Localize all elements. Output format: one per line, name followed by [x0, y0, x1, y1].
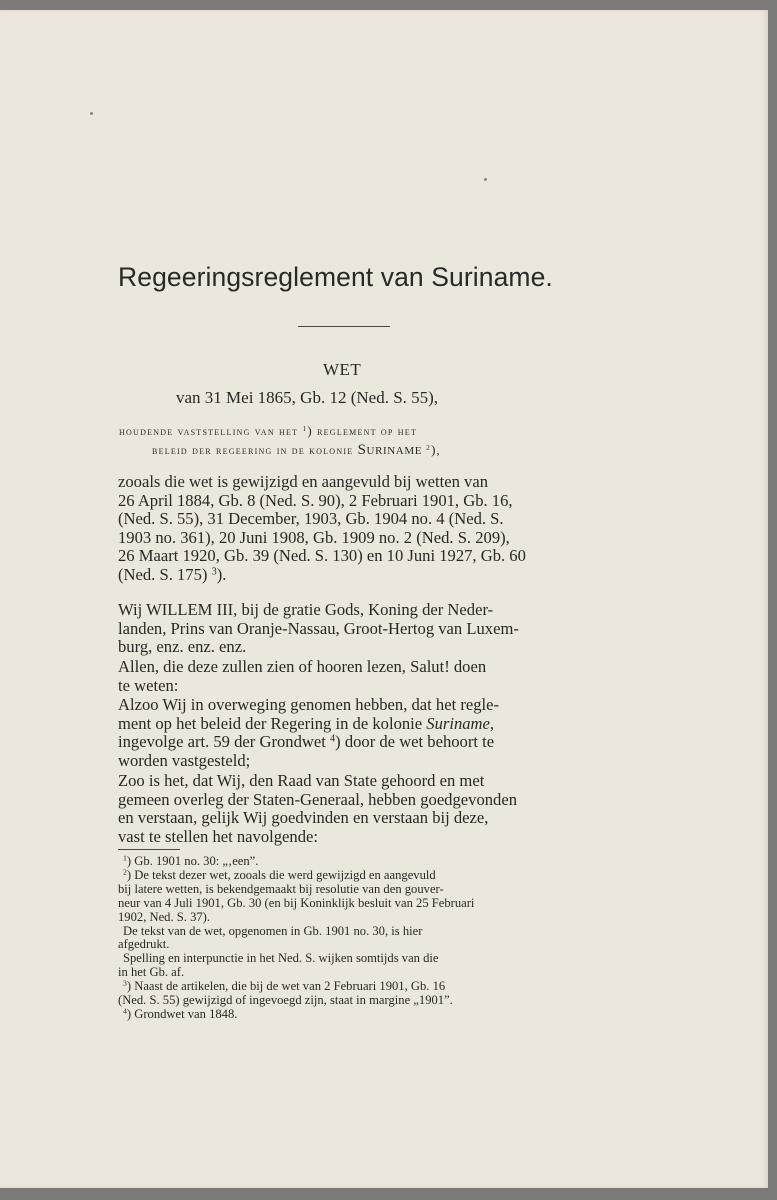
salutation-paragraph: Allen, die deze zullen zien of hooren lezen, Salut! doen te weten: — [118, 657, 487, 695]
law-subtitle-line-2: beleid der regeering in de kolonie Suriname $^2$), — [152, 442, 441, 458]
footnote-1: $^1$) Gb. 1901 no. 30: „‚een”. — [123, 853, 259, 868]
preamble-paragraph: Wij WILLEM III, bij de gratie Gods, Koning der Neder- landen, Prins van Oranje-Nassau, Groot-Hertog van Luxem- burg, enz. enz. enz. — [118, 600, 519, 657]
amendments-paragraph: zooals die wet is gewijzigd en aangevuld bij wetten van 26 April 1884, Gb. 8 (Ned. S. 90), 2 Februari 1901, Gb. 16, (Ned. S. 55), 31 December, 1903, Gb. 1904 no. 4 (Ned. S. 1903 no. 361), 20 Juni 1908, Gb. 1909 no. 2 (Ned. S. 209), 26 Maart 1920, Gb. 39 (Ned. S. 130) en 10 Juni 1927, Gb. 60 (Ned. S. 175) $^3$). — [118, 472, 526, 584]
footnote-ref: 4 — [329, 733, 336, 745]
document-page — [0, 10, 768, 1188]
footnote-3: $^3$) Naast de artikelen, die bij de wet van 2 Februari 1901, Gb. 16 — [123, 978, 446, 994]
footnote-divider — [118, 849, 180, 850]
footnote-4: $^4$) Grondwet van 1848. — [123, 1006, 238, 1021]
footnotes: $^1$) Gb. 1901 no. 30: „‚een”. $^2$) De tekst dezer wet, zooals die werd gewijzigd en aangevuld bij latere wetten, is bekendgemaakt bij resolutie van den gouver- neur van 4 Juli 1901, Gb. 30 (en bij Koninklijk besluit van 25 Februari 1902, Ned. S. 37). De tekst van de wet, opgenomen in Gb. 1901 no. 30, is hier afgedrukt. Spelling en interpunctie in het Ned. S. wijken somtijds van die in het Gb. af. $^3$) Naast de artikelen, die bij de wet van 2 Februari 1901, Gb. 16 (Ned. S. 55) gewijzigd of ingevoegd zijn, staat in margine „1901”. $^4$) Grondwet van 1848. — [118, 855, 594, 1022]
footnote-ref: 2 — [426, 444, 432, 453]
footnote-ref: 1 — [302, 425, 308, 434]
law-subtitle-line-1: houdende vaststelling van het $^1$) reglement op het — [119, 423, 418, 438]
footnote-ref: 3 — [211, 566, 217, 578]
consideration-paragraph: Alzoo Wij in overweging genomen hebben, dat het regle- ment op het beleid der Regering in de kolonie Suriname, ingevolge art. 59 der Grondwet $^4$) door de wet behoort te worden vastgesteld; — [118, 695, 500, 770]
title-divider — [298, 326, 390, 327]
enactment-paragraph: Zoo is het, dat Wij, den Raad van State gehoord en met gemeen overleg der Staten-Generaal, hebben goedgevonden en verstaan, gelijk Wij goedvinden en verstaan bij deze, vast te stellen het navolgende: — [118, 771, 517, 846]
law-dateline: van 31 Mei 1865, Gb. 12 (Ned. S. 55), — [176, 388, 439, 407]
page-title: Regeeringsreglement van Suriname. — [118, 262, 553, 292]
speck-mark — [484, 178, 487, 181]
footnote-2: $^2$) De tekst dezer wet, zooals die werd gewijzigd en aangevuld — [123, 867, 436, 882]
speck-mark — [90, 112, 93, 115]
law-heading: WET — [323, 360, 362, 379]
